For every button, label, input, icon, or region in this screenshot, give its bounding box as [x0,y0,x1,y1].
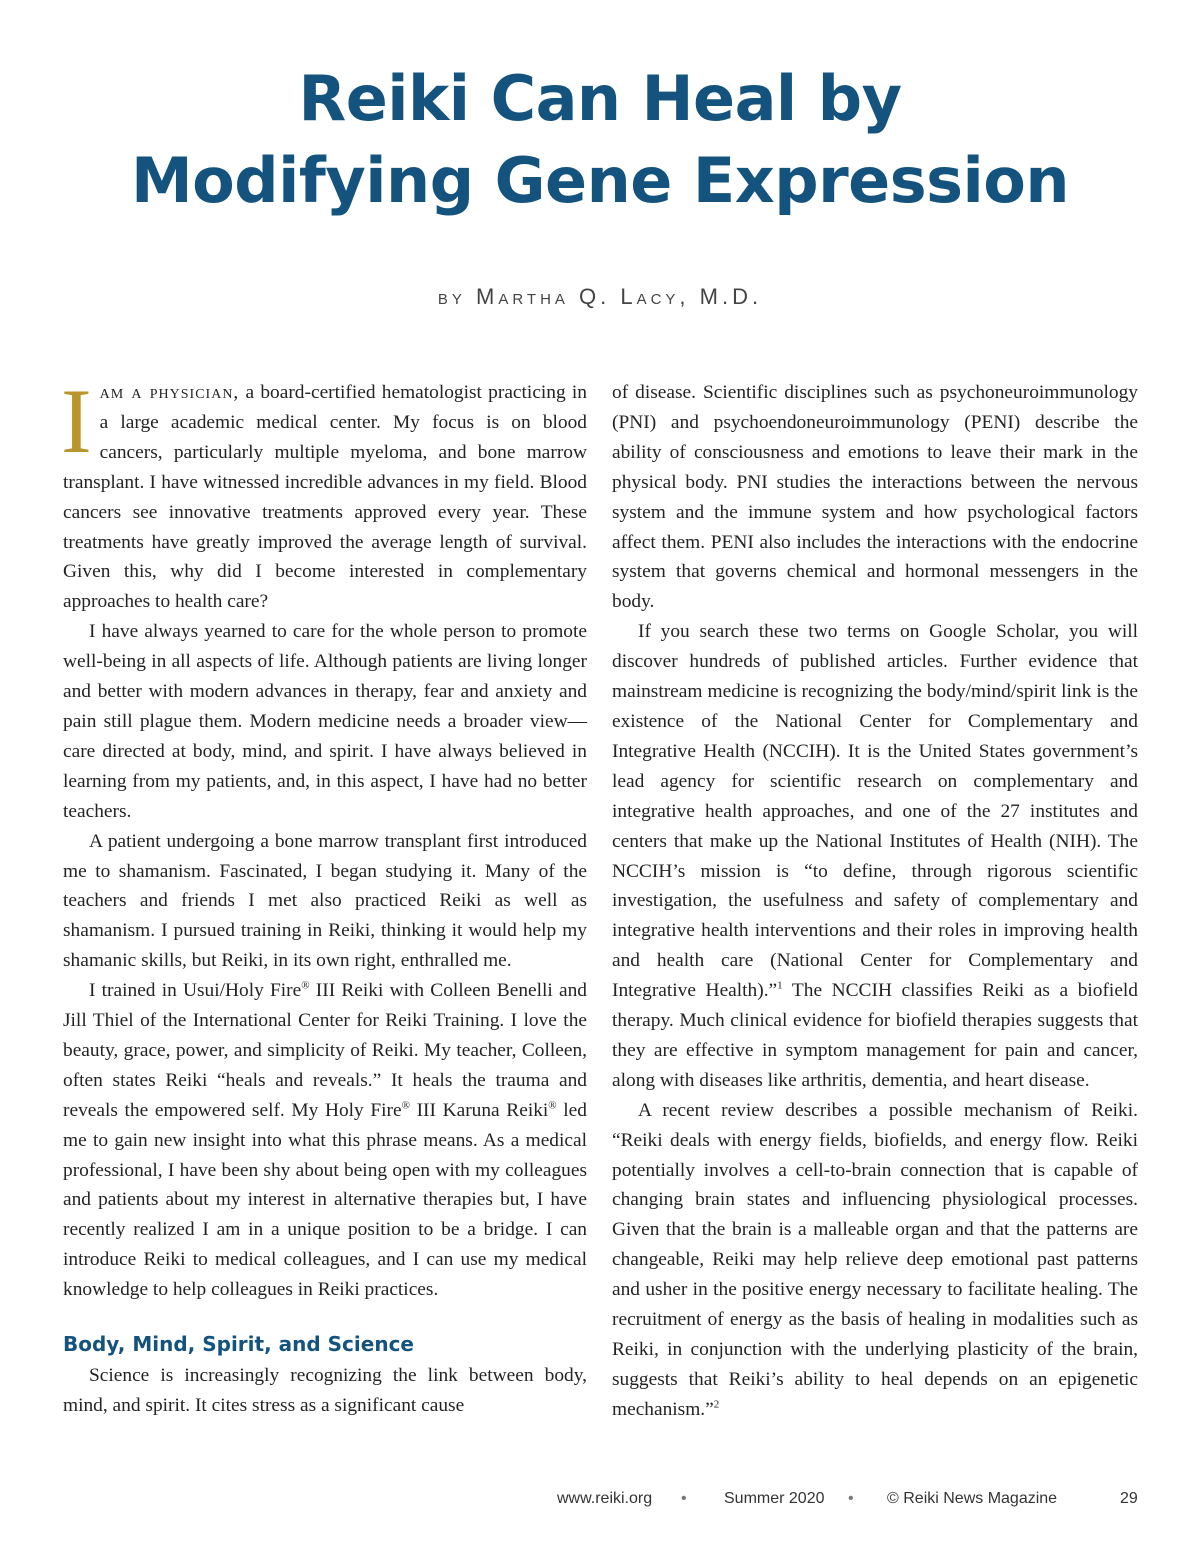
footer-issue: Summer 2020 [724,1490,825,1507]
training-text-b: III Reiki with Colleen Benelli and Jill Thiel of the International Center for Reiki Training. I love the beauty, grace, power, and simplicity of Reiki. My teacher, Colleen, often states Reiki “heals and reveals.” It heals the trauma and reveals the empowered self. My Holy Fire [63,980,587,1121]
page-footer [0,1490,1200,1512]
paragraph-nccih [612,617,1138,1096]
page-number: 29 [1120,1490,1138,1507]
nccih-text-b: The NCCIH classifies Reiki as a biofield therapy. Much clinical evidence for biofield therapies suggests that they are effective in symptom management for pain and cancer, along with diseases like arthritis, dementia, and heart disease. [612,980,1139,1091]
registered-mark: ® [301,979,310,992]
paragraph-training [63,976,587,1305]
section-subheading: Body, Mind, Spirit, and Science [63,1332,414,1357]
intro-paragraph [61,370,588,617]
intro-paragraph-text: a board-certified hematologist practicing in a large academic medical center. My focus is on blood cancers, particularly multiple myeloma, and bone marrow transplant. I have witnessed incredible advances in my field. Blood cancers see innovative treatments approved every year. These treatments have greatly improved the average length of survival. Given this, why did I become interested in complementary approaches to health care? [63,382,588,613]
training-text-d: led me to gain new insight into what this phrase means. As a medical professional, I have been shy about being open with my colleagues and patients about my interest in alternative therapies but, I have recently realized I am in a unique position to be a bridge. I can introduce Reiki to medical colleagues, and I can use my medical knowledge to help colleagues in Reiki practices. [63,1099,587,1301]
left-column [61,370,588,1421]
footnote-ref-1: 1 [777,979,783,992]
footer-bullet: • [848,1490,854,1507]
footer-magazine: © Reiki News Magazine [887,1490,1058,1507]
paragraph-whole-person: I have always yearned to care for the whole person to promote well-being in all aspects of life. Although patients are living longer and better with modern advances in therapy, fear and anxiety and pain still plague them. Modern medicine needs a broader view—care directed at body, mind, and spirit. I have always believed in learning from my patients, and, in this aspect, I have had no better teachers. [63,621,587,822]
right-column [612,378,1138,1425]
article-title-line-2: Modifying Gene Expression [130,144,1070,217]
article-title [0,58,1200,222]
author-byline: by Martha Q. Lacy, M.D. [437,284,763,309]
footer-bullet: • [681,1490,687,1507]
registered-mark: ® [401,1099,410,1112]
paragraph-disciplines: of disease. Scientific disciplines such as psychoneuroimmunology (PNI) and psychoendoneuroimmunology (PENI) describe the ability of consciousness and emotions to leave their mark in the physical body. PNI studies the interactions between the nervous system and the immune system and how psychological factors affect them. PENI also includes the interactions with the endocrine system that governs chemical and hormonal messengers in the body. [612,382,1138,613]
paragraph-science: Science is increasingly recognizing the link between body, mind, and spirit. It cites stress as a significant cause [63,1365,587,1416]
drop-cap: I [61,370,92,472]
nccih-text-a: If you search these two terms on Google Scholar, you will discover hundreds of published articles. Further evidence that mainstream medicine is recognizing the body/mind/spirit link is the existence of the National Center for Complementary and Integrative Health (NCCIH). It is the United States government’s lead agency for scientific research on complementary and integrative health approaches, and one of the 27 institutes and centers that make up the National Institutes of Health (NIH). The NCCIH’s mission is “to define, through rigorous scientific investigation, the usefulness and safety of complementary and integrative health interventions and their roles in improving health and health care (National Center for Complementary and Integrative Health).” [612,621,1138,1002]
paragraph-mechanism [612,1096,1138,1425]
training-text-c: III Karuna Reiki [409,1099,549,1121]
footer-url: www.reiki.org [557,1490,653,1507]
article-title-line-1: Reiki Can Heal by [298,62,902,135]
registered-mark: ® [548,1099,557,1112]
training-text-a: I trained in Usui/Holy Fire [89,980,302,1002]
paragraph-shamanism: A patient undergoing a bone marrow transplant first introduced me to shamanism. Fascinated, I began studying it. Many of the teachers and friends I met also practiced Reiki as well as shamanism. I pursued training in Reiki, thinking it would help my shamanic skills, but Reiki, in its own right, enthralled me. [63,830,587,972]
footnote-ref-2: 2 [713,1398,720,1411]
mechanism-text: A recent review describes a possible mechanism of Reiki. “Reiki deals with energy fields, biofields, and energy flow. Reiki potentially involves a cell-to-brain connection that is capable of changing brain states and influencing physiological processes. Given that the brain is a malleable organ and that the patterns are changeable, Reiki may help relieve deep emotional past patterns and usher in the positive energy necessary to facilitate healing. The recruitment of energy as the basis of healing in modalities such as Reiki, in conjunction with the underlying plasticity of the brain, suggests that Reiki’s ability to heal depends on an epigenetic mechanism.” [612,1099,1138,1420]
lead-in: am a physician, [99,382,240,403]
